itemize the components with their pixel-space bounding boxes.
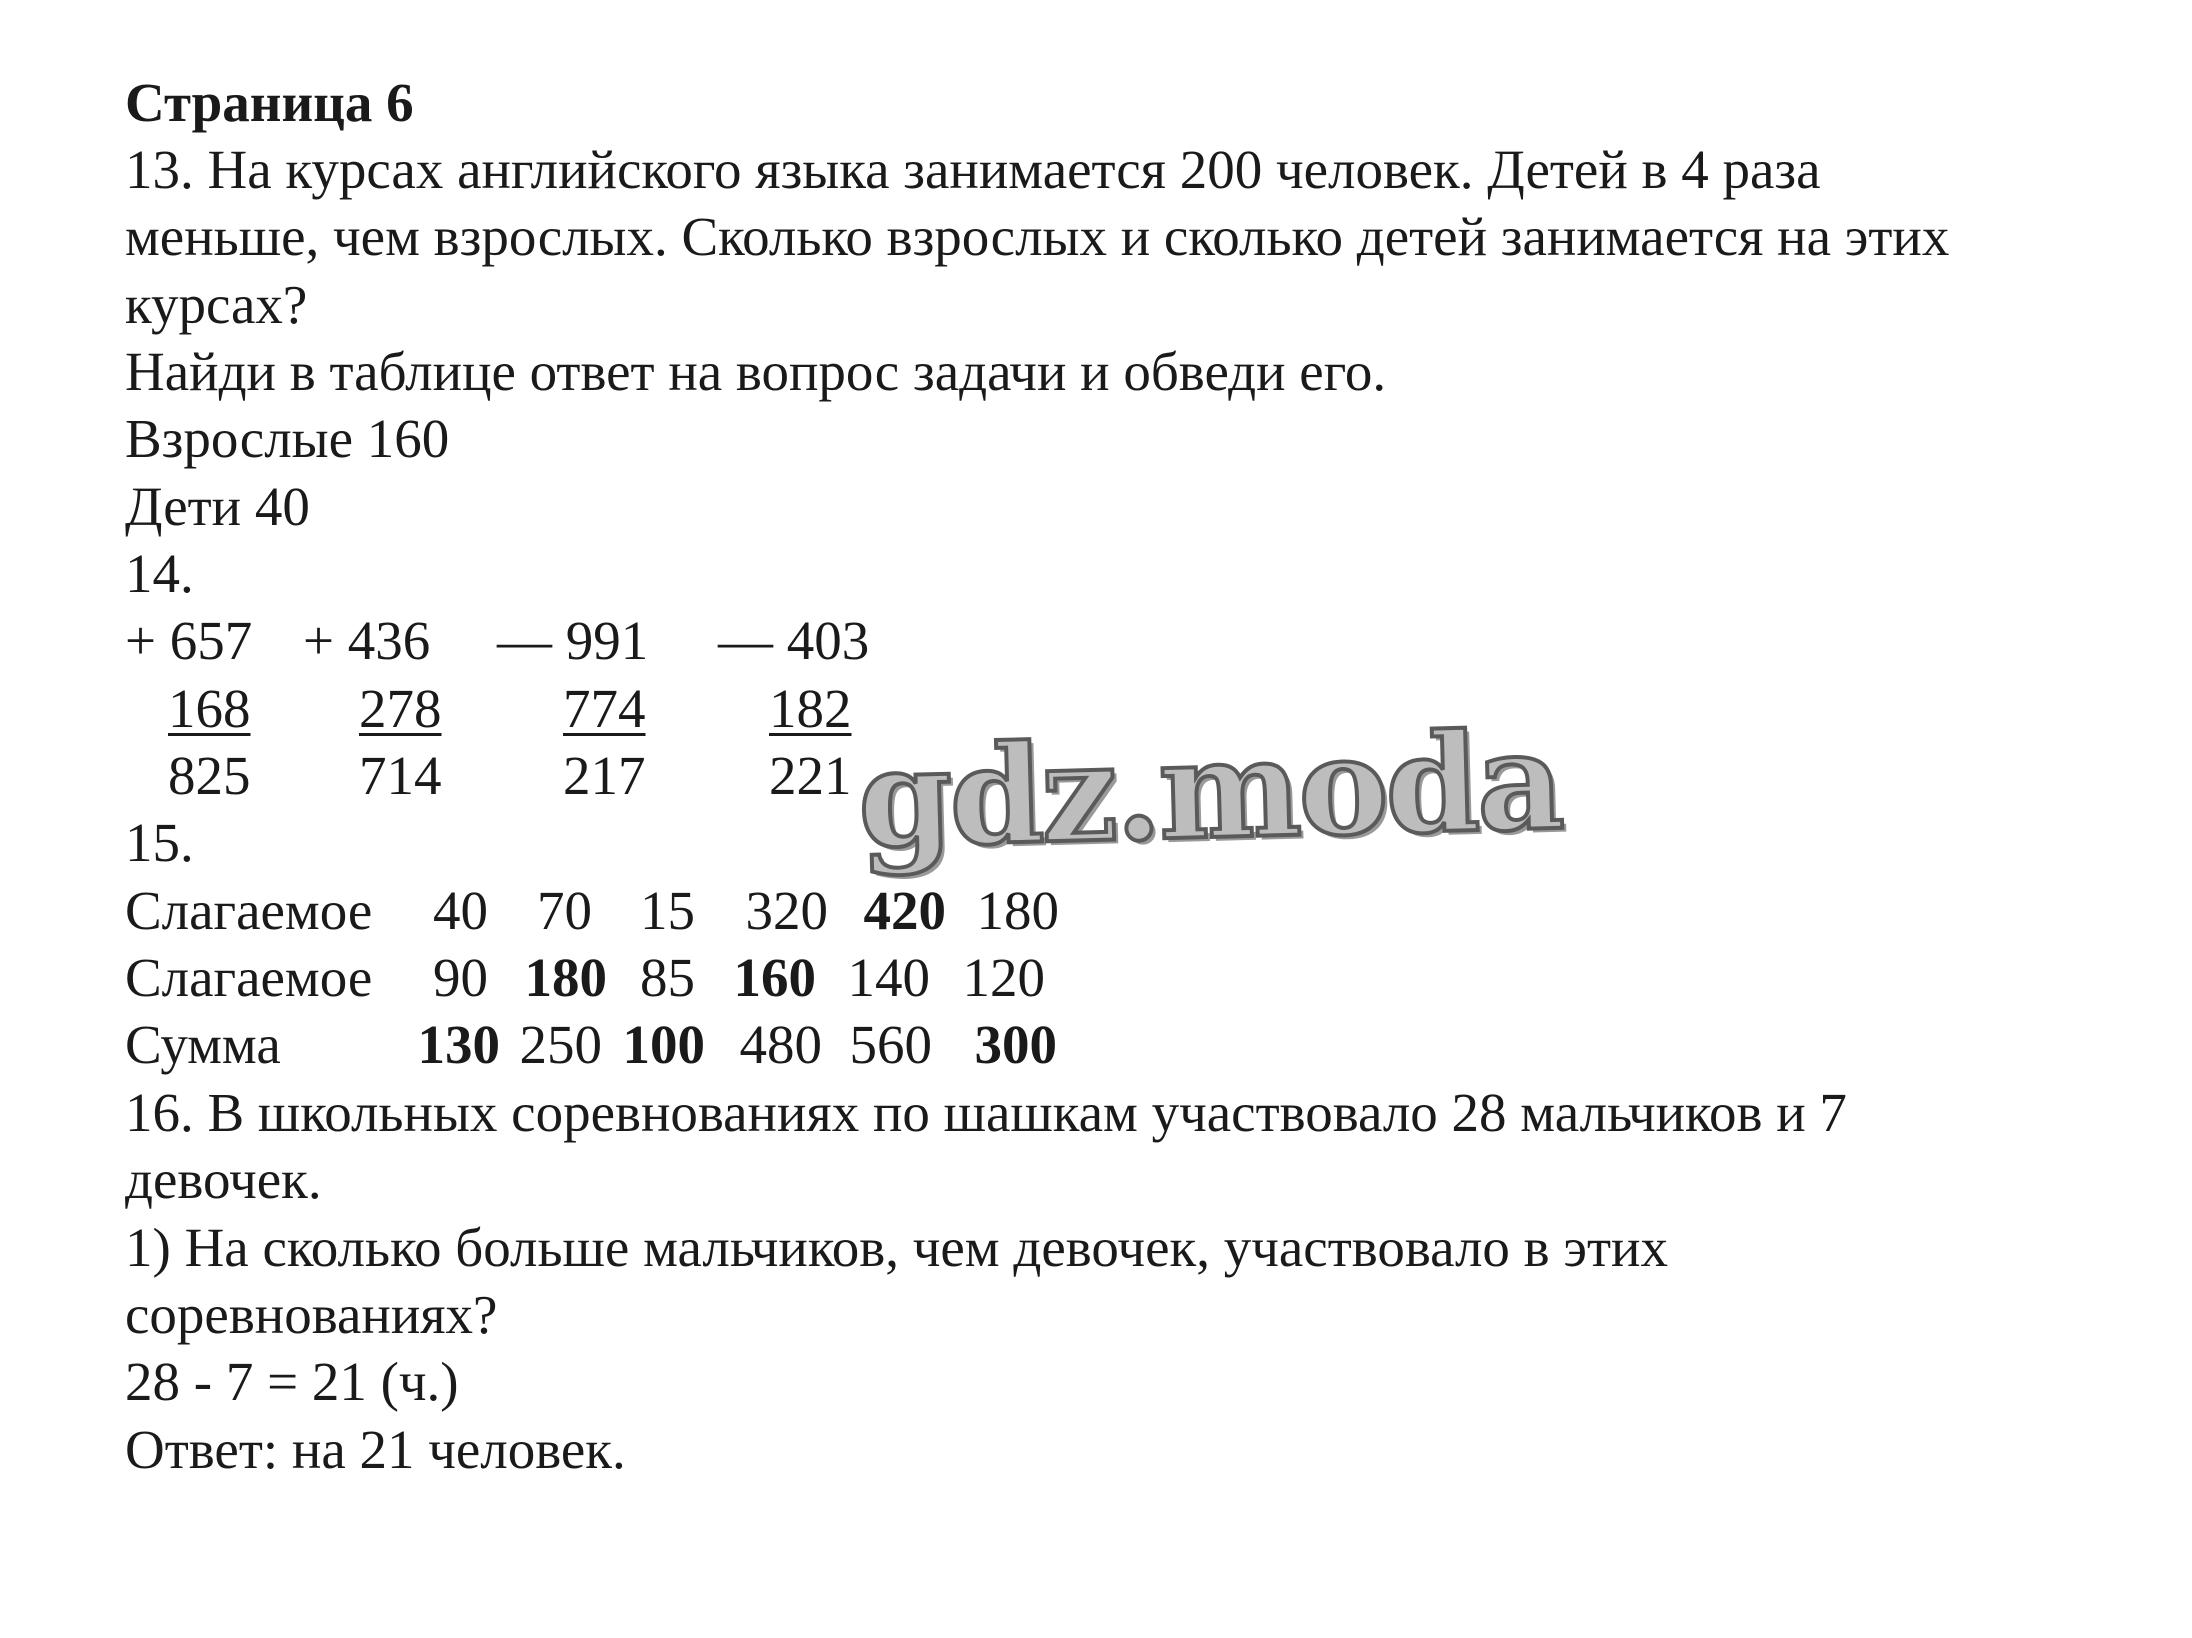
watermark-logo: gdz.moda [856,700,1564,879]
task15-row2-value: 90 [433,947,488,1008]
task14-second-4: 182 [769,678,852,739]
task13-answer-adults: Взрослые 160 [125,408,450,469]
task16-solution: 28 - 7 = 21 (ч.) [125,1351,459,1412]
task14-second-3: 774 [563,678,646,739]
task14-second-1: 168 [168,678,251,739]
task16-text-line2: девочек. [125,1149,322,1210]
task15-row3-label: Сумма [125,1014,281,1075]
task13-instruction: Найди в таблице ответ на вопрос задачи и обведи его. [125,341,1387,402]
task13-text-line1: 13. На курсах английского языка занимается 200 человек. Детей в 4 раза [125,139,1821,200]
task15-row1-value-bold: 420 [863,880,946,941]
task15-row1-label: Слагаемое [125,880,373,941]
task16-text-line1: 16. В школьных соревнованиях по шашкам участвовало 28 мальчиков и 7 [125,1082,1847,1143]
task15-row2-value: 140 [847,947,930,1008]
task15-row3-value-bold: 300 [974,1014,1057,1075]
task15-row3-value: 480 [739,1014,822,1075]
task14-op-4: — 403 [718,610,870,671]
task15-row1-value: 180 [976,880,1059,941]
task13-text-line2: меньше, чем взрослых. Сколько взрослых и сколько детей занимается на этих [125,206,1950,267]
task13-text-line3: курсах? [125,274,308,335]
task15-row3-value-bold: 100 [622,1014,705,1075]
task14-result-3: 217 [563,745,646,806]
task14-op-1: + 657 [125,610,253,671]
task15-row2-value-bold: 180 [524,947,607,1008]
task15-number: 15. [125,812,194,873]
task15-row3-value-bold: 130 [417,1014,500,1075]
task14-result-2: 714 [359,745,442,806]
task14-number: 14. [125,543,194,604]
task14-second-2: 278 [359,678,442,739]
task13-answer-children: Дети 40 [125,476,310,537]
task15-row3-value: 250 [519,1014,602,1075]
task16-question-line1: 1) На сколько больше мальчиков, чем девочек, участвовало в этих [125,1217,1668,1278]
task15-row1-value: 40 [433,880,488,941]
task15-row2-value-bold: 160 [733,947,816,1008]
task15-row1-value: 70 [537,880,592,941]
task14-result-4: 221 [769,745,852,806]
task15-row1-value: 320 [745,880,828,941]
page-title: Страница 6 [125,72,414,133]
task14-result-1: 825 [168,745,251,806]
task15-row2-label: Слагаемое [125,947,373,1008]
task15-row2-value: 120 [962,947,1045,1008]
task16-answer: Ответ: на 21 человек. [125,1419,626,1480]
task16-question-line2: соревнованиях? [125,1284,498,1345]
task14-op-3: — 991 [497,610,649,671]
task15-row1-value: 15 [640,880,695,941]
task14-op-2: + 436 [303,610,431,671]
task15-row3-value: 560 [849,1014,932,1075]
task15-row2-value: 85 [640,947,695,1008]
